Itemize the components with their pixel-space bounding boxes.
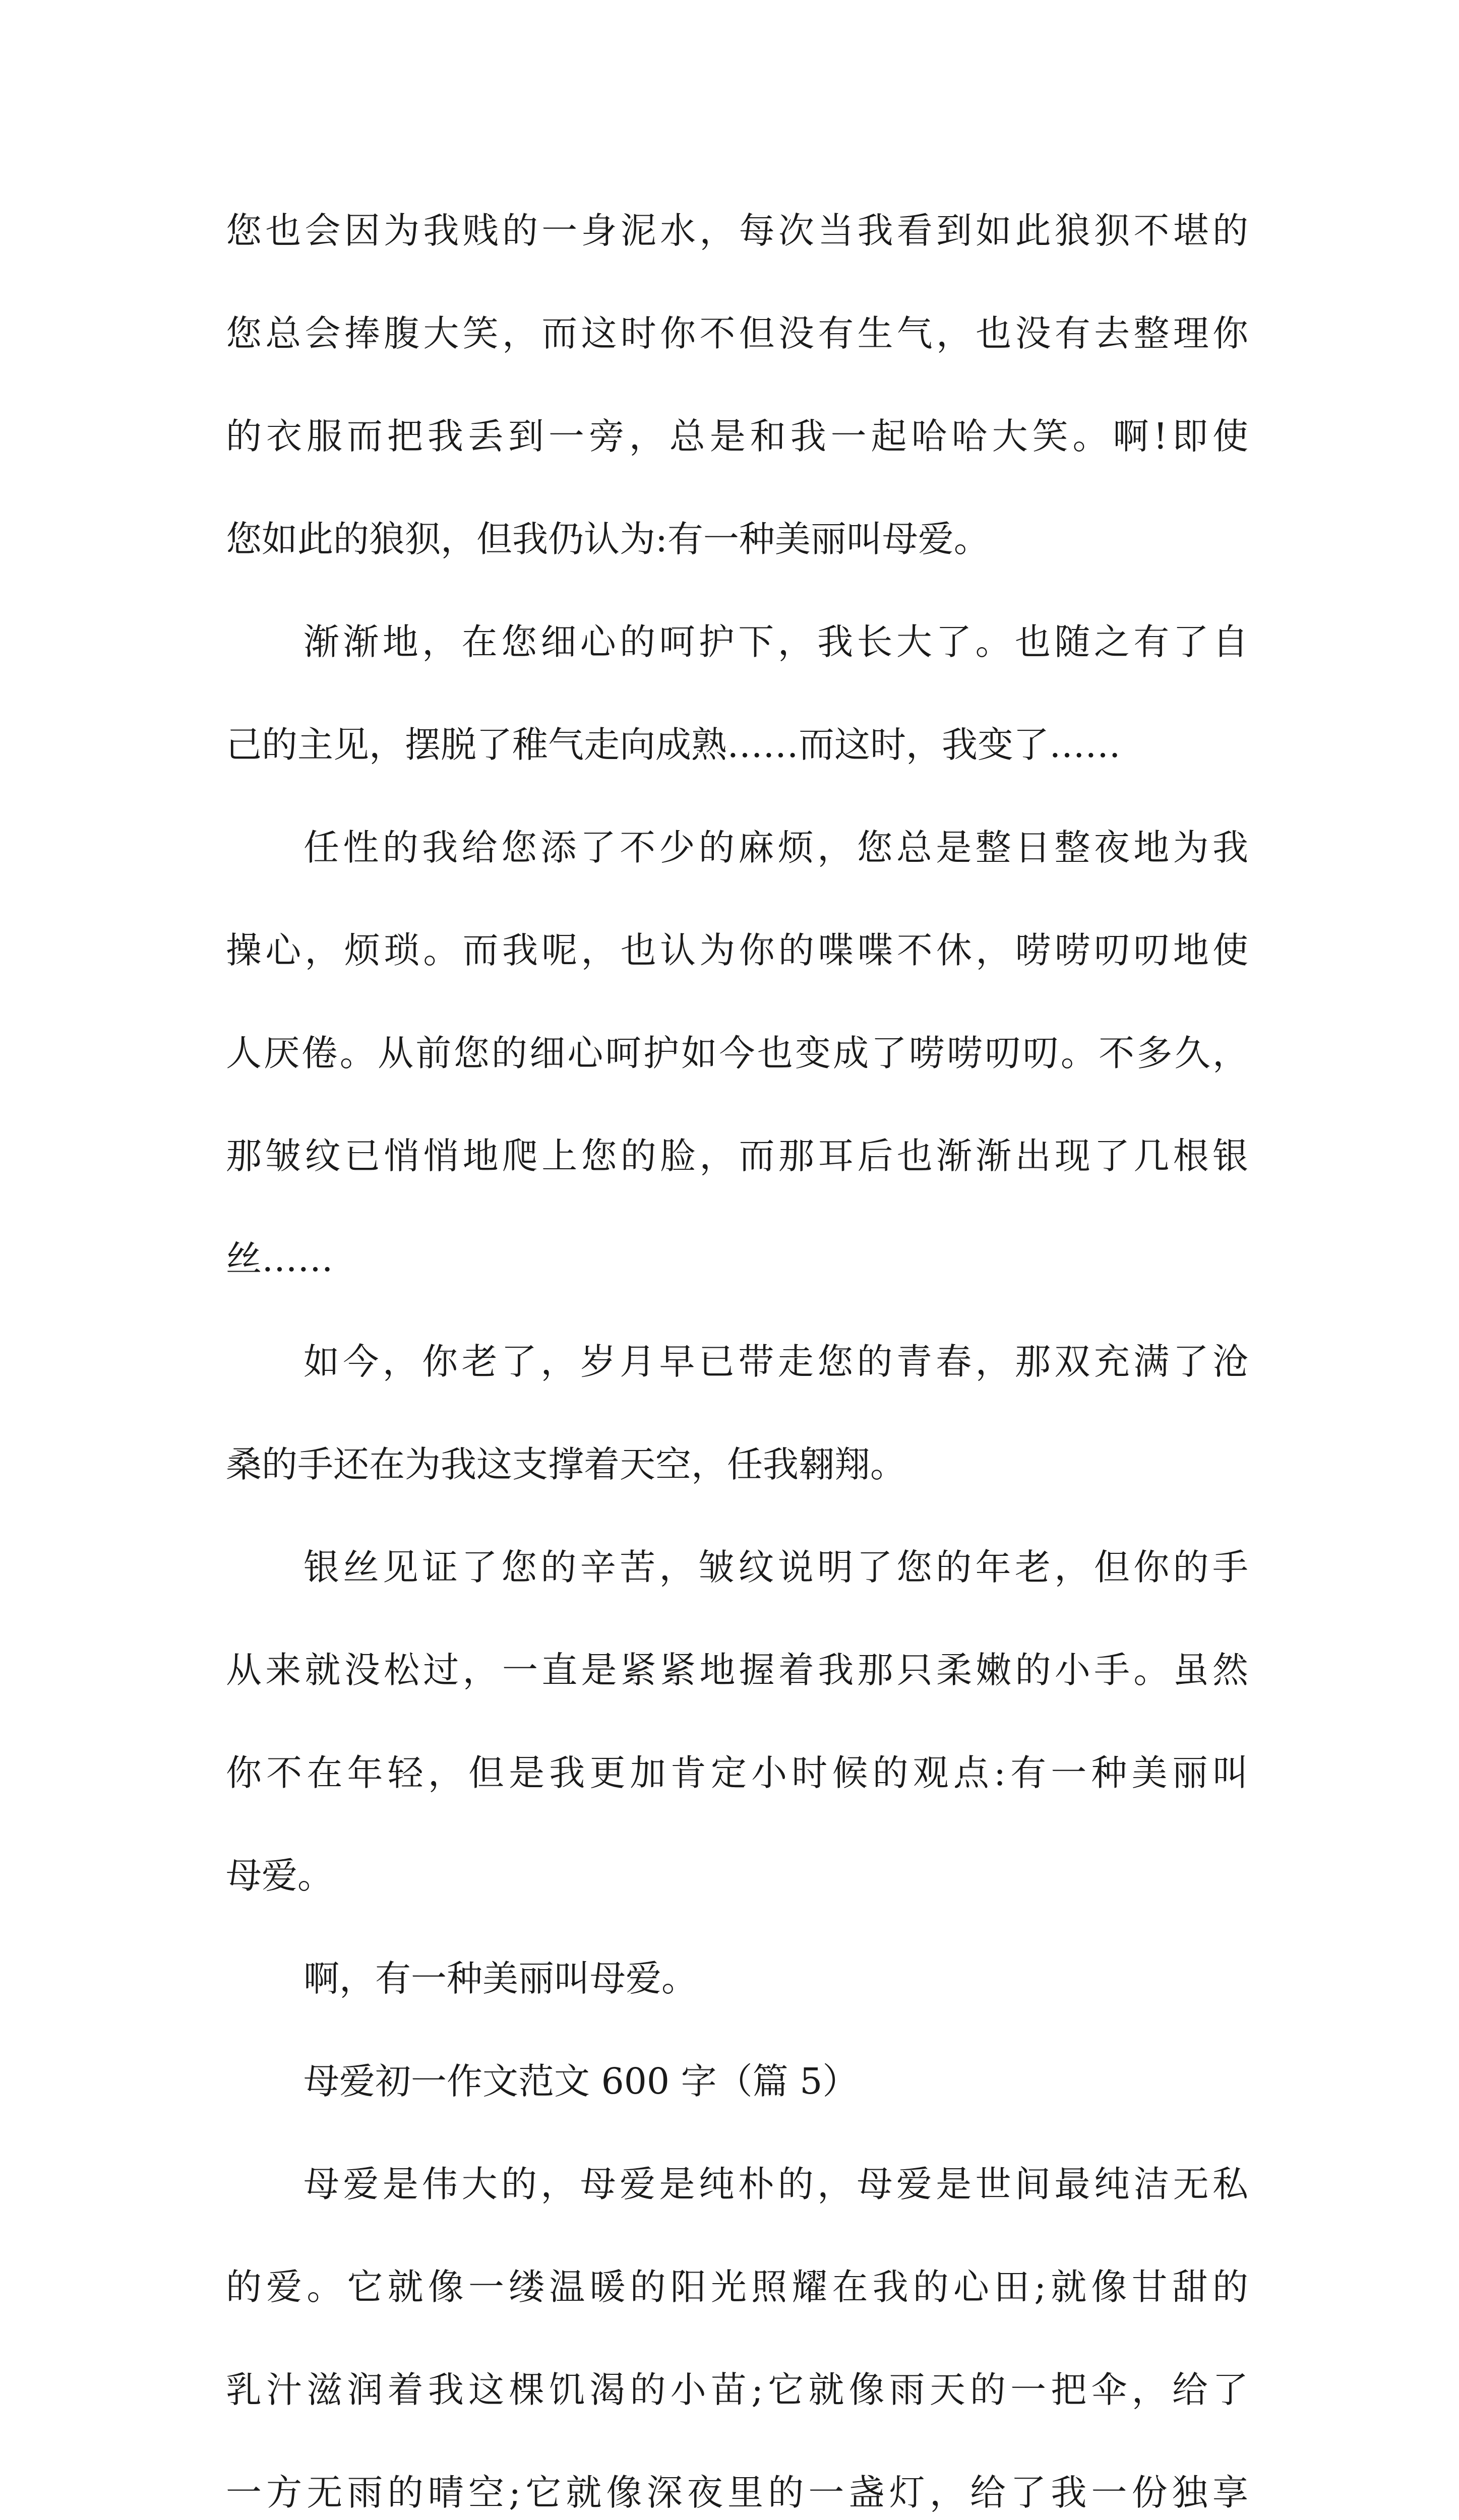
text-line: 桑的手还在为我这支撑着天空，任我翱翔。 bbox=[226, 1443, 906, 1485]
text-line: 的衣服而把我丢到一旁，总是和我一起哈哈大笑。啊!即使 bbox=[226, 415, 1248, 457]
text-line: 己的主见，摆脱了稚气走向成熟……而这时，我变了…… bbox=[226, 724, 1121, 766]
text-line: 从来就没松过，一直是紧紧地握着我那只柔嫩的小手。虽然 bbox=[226, 1649, 1248, 1691]
text-line: 您也会因为我贱的一身泥水，每次当我看到如此狼狈不堪的 bbox=[226, 210, 1248, 251]
section-heading: 母爱初一作文范文 600 字（篇 5） bbox=[303, 2060, 859, 2102]
text-line: 人厌倦。从前您的细心呵护如今也变成了唠唠叨叨。不多久， bbox=[226, 1032, 1248, 1074]
text-line: 乳汁滋润着我这棵饥渴的小苗;它就像雨天的一把伞，给了 bbox=[226, 2369, 1248, 2411]
text-line: 那皱纹已悄悄地爬上您的脸，而那耳后也渐渐出现了几根银 bbox=[226, 1135, 1248, 1177]
text-line: 你不在年轻，但是我更加肯定小时候的观点:有一种美丽叫 bbox=[226, 1752, 1248, 1794]
text-line: 渐渐地，在您细心的呵护下，我长大了。也随之有了自 bbox=[303, 621, 1248, 663]
text-line: 啊，有一种美丽叫母爱。 bbox=[303, 1958, 698, 1999]
text-line: 丝…… bbox=[226, 1238, 334, 1280]
text-line: 操心，烦琐。而我呢，也认为你的喋喋不休，唠唠叨叨地使 bbox=[226, 929, 1248, 971]
text-line: 母爱是伟大的，母爱是纯朴的，母爱是世间最纯洁无私 bbox=[303, 2163, 1248, 2205]
text-line: 任性的我给您添了不少的麻烦，您总是整日整夜地为我 bbox=[303, 827, 1248, 868]
text-line: 银丝见证了您的辛苦，皱纹说明了您的年老，但你的手 bbox=[303, 1546, 1248, 1588]
text-line: 母爱。 bbox=[226, 1855, 334, 1897]
document-body bbox=[226, 179, 1248, 2520]
text-line: 的爱。它就像一缕温暖的阳光照耀在我的心田;就像甘甜的 bbox=[226, 2266, 1248, 2308]
text-line: 一方无雨的晴空;它就像深夜里的一盏灯，给了我一份独享 bbox=[226, 2472, 1248, 2513]
text-line: 您如此的狼狈，但我仍认为:有一种美丽叫母爱。 bbox=[226, 518, 990, 560]
text-line: 您总会捧腹大笑，而这时你不但没有生气，也没有去整理你 bbox=[226, 312, 1248, 354]
text-line: 如今，你老了，岁月早已带走您的青春，那双充满了沧 bbox=[303, 1341, 1248, 1382]
